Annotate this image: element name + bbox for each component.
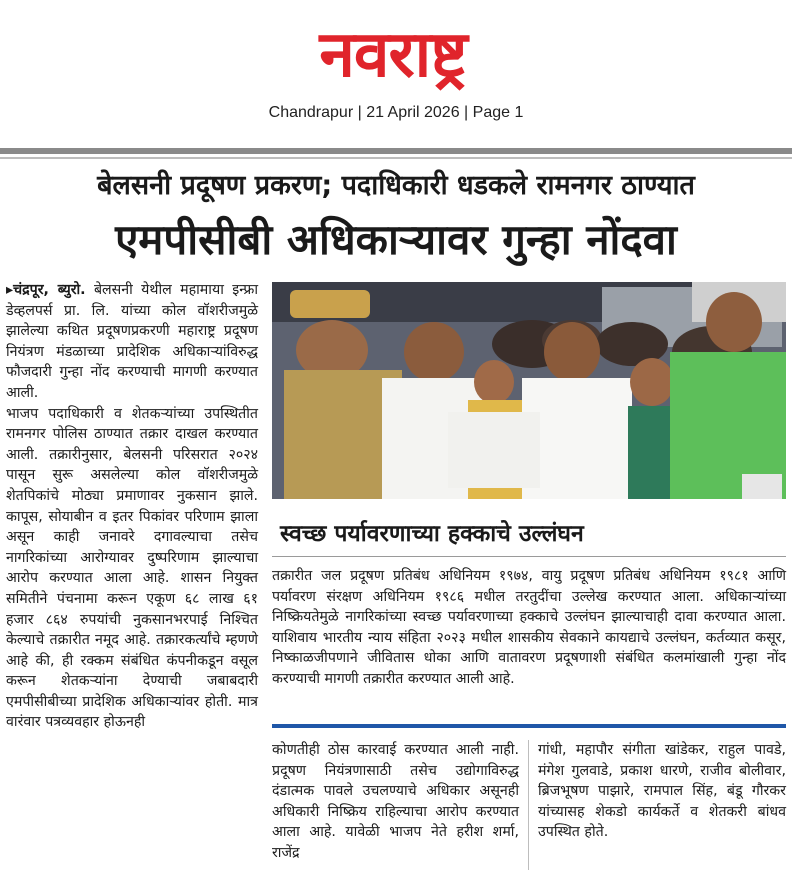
article-kicker: बेलसनी प्रदूषण प्रकरण; पदाधिकारी धडकले रामनगर ठाण्यात [97, 170, 695, 201]
dateline-lead: चंद्रपूर, ब्युरो. [13, 282, 86, 298]
play-icon: ▸ [6, 282, 14, 298]
masthead-rule-thin [0, 157, 792, 159]
news-photo [272, 282, 786, 499]
subheading-rule [272, 556, 786, 557]
article-paragraph [6, 280, 258, 404]
box-text [272, 566, 786, 690]
article-column-3 [538, 740, 786, 843]
article-paragraph: भाजप पदाधिकारी व शेतकऱ्यांच्या उपस्थितीत रामनगर पोलिस ठाण्यात तक्रार दाखल करण्यात आली. तक्रारीनुसार, बेलसनी परिसरात २०२४ पासून सुरू असलेल्या कोल वॉशरीजमुळे शेतपिकांचे मोठ्या प्रमाणावर नुकसान झाले. कापूस, सोयाबीन व इतर पिकांवर परिणाम झाला असून काही जनावरे दगावल्याचा तसेच नागरिकांच्या आरोग्यावर दुष्परिणाम झाल्याचा आरोप करण्यात आला आहे. शासन नियुक्त समितीने पंचनामा करून एकूण ६८ लाख ६१ हजार ८६४ रुपयांची नुकसानभरपाई निश्चित केल्याचे तक्रारीत नमूद आहे. तक्रारकर्त्यांचे म्हणणे आहे की, ही रक्कम संबंधित कंपनीकडून वसूल करून शेतकऱ्यांना देण्याची जबाबदारी एमपीसीबीच्या प्रादेशिक अधिकाऱ्यांवर होती. मात्र वारंवार पत्रव्यवहार होऊनही [6, 405, 258, 731]
masthead-rule [0, 148, 792, 154]
article-column-1 [6, 280, 258, 733]
masthead [0, 0, 792, 140]
paragraph-text: बेलसनी येथील महामाया इन्फ्रा डेव्हलपर्स प्रा. लि. यांच्या कोल वॉशरीजमुळे झालेल्या कथित प्रदूषणप्रकरणी महाराष्ट्र प्रदूषण नियंत्रण मंडळाच्या प्रादेशिक अधिकाऱ्यांविरुद्ध फौजदारी गुन्हा नोंद करण्याची मागणी करण्यात आली. [6, 282, 258, 401]
article-column-2 [272, 740, 519, 864]
box-subheading: स्वच्छ पर्यावरणाच्या हक्काचे उल्लंघन [280, 521, 584, 547]
article-paragraph: कोणतीही ठोस कारवाई करण्यात आली नाही. प्रदूषण नियंत्रणासाठी तसेच उद्योगाविरुद्ध दंडात्मक पावले उचलण्याचे अधिकार असूनही अधिकारी निष्क्रिय राहिल्याचा आरोप करण्यात आला आहे. यावेळी भाजप नेते हरीश शर्मा, राजेंद्र [272, 742, 519, 861]
column-divider [528, 740, 529, 870]
newspaper-logo: नवराष्ट्र [319, 18, 467, 92]
article-headline: एमपीसीबी अधिकाऱ्यावर गुन्हा नोंदवा [115, 215, 677, 264]
dateline: Chandrapur | 21 April 2026 | Page 1 [268, 104, 524, 121]
section-rule [272, 724, 786, 728]
article-paragraph: गांधी, महापौर संगीता खांडेकर, राहुल पावडे, मंगेश गुलवाडे, प्रकाश धारणे, राजीव बोलीवार, ब्रिजभूषण पाझारे, रामपाल सिंह, बंडू गौरकर यांच्यासह शेकडो कार्यकर्ते व शेतकरी बांधव उपस्थित होते. [538, 742, 786, 841]
box-paragraph: तक्रारीत जल प्रदूषण प्रतिबंध अधिनियम १९७४, वायु प्रदूषण प्रतिबंध अधिनियम १९८१ आणि पर्यावरण संरक्षण अधिनियम १९८६ मधील तरतुदींचा उल्लेख करण्यात आला. अधिकाऱ्यांच्या निष्क्रियतेमुळे नागरिकांच्या स्वच्छ पर्यावरणाच्या हक्काचे उल्लंघन झाल्याचाही दावा करण्यात आला. याशिवाय भारतीय न्याय संहिता २०२३ मधील शासकीय सेवकाने कायद्याचे उल्लंघन, कर्तव्यात कसूर, निष्काळजीपणाने जीवितास धोका आणि वातावरण प्रदूषणाशी संबंधित कलमांखाली गुन्हा नोंद करण्याची मागणी तक्रारीत करण्यात आली आहे. [272, 568, 786, 687]
